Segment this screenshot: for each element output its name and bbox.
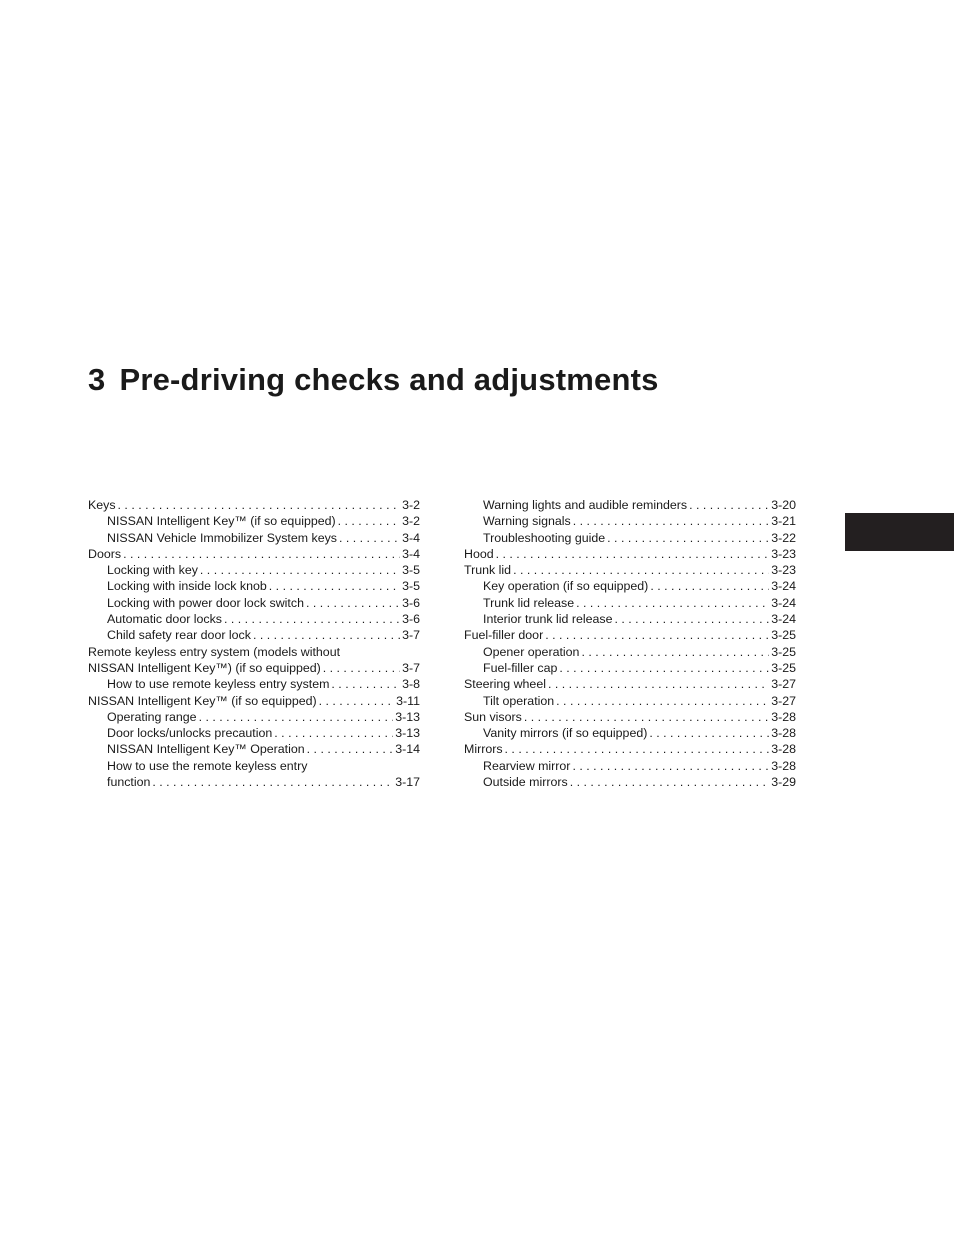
toc-entry-label: NISSAN Vehicle Immobilizer System keys <box>107 530 337 545</box>
toc-entry-page: 3-2 <box>402 514 420 529</box>
toc-entry[interactable] <box>88 578 420 594</box>
toc-entry[interactable] <box>464 513 796 529</box>
toc-entry-page: 3-5 <box>402 563 420 578</box>
toc-entry-label: Interior trunk lid release <box>483 612 613 627</box>
dot-leader <box>338 513 400 529</box>
toc-entry[interactable] <box>88 644 420 660</box>
dot-leader <box>152 774 393 790</box>
toc-entry-label: Locking with key <box>107 563 198 578</box>
toc-entry-page: 3-29 <box>771 775 796 790</box>
toc-entry-label-cont: NISSAN Intelligent Key™) (if so equipped) <box>88 660 321 675</box>
toc-entry-page: 3-4 <box>402 530 420 545</box>
toc-entry-label: Outside mirrors <box>483 775 568 790</box>
toc-entry-label: Remote keyless entry system (models without <box>88 644 341 659</box>
toc-entry[interactable] <box>88 497 420 513</box>
toc-entry-page: 3-17 <box>395 775 420 790</box>
toc-entry[interactable] <box>464 676 796 692</box>
toc-entry[interactable] <box>464 660 796 676</box>
toc-entry-page: 3-6 <box>402 595 420 610</box>
toc-entry-label: Hood <box>464 546 494 561</box>
dot-leader <box>581 644 769 660</box>
toc-entry[interactable] <box>464 546 796 562</box>
toc-entry-label: Troubleshooting guide <box>483 530 606 545</box>
toc-entry-page: 3-13 <box>395 709 420 724</box>
dot-leader <box>331 676 400 692</box>
dot-leader <box>200 562 400 578</box>
toc-entry-label: Operating range <box>107 709 197 724</box>
toc-entry[interactable] <box>88 758 420 774</box>
toc-entry-page: 3-27 <box>771 693 796 708</box>
toc-entry-page: 3-24 <box>771 579 796 594</box>
toc-entry-label: Vanity mirrors (if so equipped) <box>483 726 648 741</box>
toc-entry-label: Door locks/unlocks precaution <box>107 726 273 741</box>
dot-leader <box>649 725 769 741</box>
dot-leader <box>545 627 769 643</box>
toc-entry-label: Steering wheel <box>464 677 546 692</box>
toc-entry[interactable] <box>464 595 796 611</box>
dot-leader <box>505 741 770 757</box>
dot-leader <box>496 546 770 562</box>
dot-leader <box>572 758 769 774</box>
dot-leader <box>559 660 769 676</box>
toc-entry-label: Key operation (if so equipped) <box>483 579 649 594</box>
toc-entry-label: NISSAN Intelligent Key™ (if so equipped) <box>88 693 317 708</box>
toc-entry[interactable] <box>464 709 796 725</box>
toc-entry[interactable] <box>88 676 420 692</box>
toc-entry-label: Keys <box>88 498 116 512</box>
dot-leader <box>689 497 769 513</box>
dot-leader <box>556 693 769 709</box>
toc-entry-page: 3-22 <box>771 530 796 545</box>
dot-leader <box>548 676 769 692</box>
toc-left-column <box>88 497 420 790</box>
toc-entry-page: 3-24 <box>771 612 796 627</box>
toc-entry[interactable] <box>88 709 420 725</box>
chapter-thumb-tab <box>845 513 954 551</box>
toc-entry[interactable] <box>464 693 796 709</box>
toc-entry-page: 3-2 <box>402 498 420 512</box>
toc-entry-page: 3-8 <box>402 677 420 692</box>
toc-entry-page: 3-25 <box>771 644 796 659</box>
toc-entry[interactable] <box>464 741 796 757</box>
toc-entry-label: NISSAN Intelligent Key™ (if so equipped) <box>107 514 336 529</box>
toc-entry-page: 3-7 <box>402 628 420 643</box>
toc-entry-page: 3-28 <box>771 709 796 724</box>
dot-leader <box>118 497 401 513</box>
toc-entry[interactable] <box>464 758 796 774</box>
toc-entry-label: Automatic door locks <box>107 612 223 627</box>
dot-leader <box>524 709 769 725</box>
toc-entry-label: How to use the remote keyless entry <box>107 758 308 773</box>
toc-entry-page: 3-25 <box>771 660 796 675</box>
toc-entry-page: 3-4 <box>402 546 420 561</box>
toc-entry-page: 3-11 <box>396 693 420 708</box>
toc-entry-page: 3-5 <box>402 579 420 594</box>
dot-leader <box>274 725 393 741</box>
toc-entry[interactable] <box>464 725 796 741</box>
dot-leader <box>224 611 400 627</box>
dot-leader <box>306 595 400 611</box>
toc-entry[interactable] <box>88 741 420 757</box>
toc-entry-page: 3-24 <box>771 595 796 610</box>
toc-entry[interactable] <box>464 774 796 790</box>
toc-entry[interactable] <box>464 627 796 643</box>
chapter-title <box>88 362 659 398</box>
toc-entry-page: 3-14 <box>395 742 420 757</box>
toc-entry[interactable] <box>88 513 420 529</box>
toc-entry-label: How to use remote keyless entry system <box>107 677 330 692</box>
toc-entry[interactable] <box>88 530 420 546</box>
toc-entry[interactable] <box>88 546 420 562</box>
dot-leader <box>323 660 400 676</box>
toc-entry-label: Fuel-filler cap <box>483 660 558 675</box>
toc-entry-continuation[interactable] <box>88 774 420 790</box>
toc-entry-label: Child safety rear door lock <box>107 628 251 643</box>
dot-leader <box>570 774 770 790</box>
toc-entry-label-cont: function <box>107 775 151 790</box>
dot-leader <box>253 627 400 643</box>
toc-entry-page: 3-25 <box>771 628 796 643</box>
toc-entry-page: 3-13 <box>395 726 420 741</box>
toc-entry-label: Doors <box>88 546 122 561</box>
chapter-number: 3 <box>88 362 106 397</box>
chapter-title-text: Pre-driving checks and adjustments <box>119 362 659 397</box>
toc-entry[interactable] <box>464 530 796 546</box>
toc-entry-label: Trunk lid release <box>483 595 575 610</box>
dot-leader <box>576 595 769 611</box>
toc-right-column <box>464 497 796 790</box>
toc-entry-page: 3-21 <box>771 514 796 529</box>
dot-leader <box>269 578 400 594</box>
dot-leader <box>123 546 400 562</box>
toc-entry[interactable] <box>464 644 796 660</box>
toc-entry[interactable] <box>464 578 796 594</box>
toc-entry[interactable] <box>464 497 796 513</box>
toc-entry-continuation[interactable] <box>88 660 420 676</box>
dot-leader <box>199 709 394 725</box>
toc-entry-label: Sun visors <box>464 709 522 724</box>
dot-leader <box>339 530 400 546</box>
dot-leader <box>319 693 394 709</box>
toc-entry-label: Tilt operation <box>483 693 555 708</box>
toc-entry-label: Mirrors <box>464 742 503 757</box>
toc-entry-label: Fuel-filler door <box>464 628 544 643</box>
dot-leader <box>614 611 769 627</box>
toc-entry[interactable] <box>88 562 420 578</box>
toc-entry-page: 3-7 <box>402 660 420 675</box>
dot-leader <box>307 741 394 757</box>
toc-entry[interactable] <box>464 562 796 578</box>
toc-entry-label: Trunk lid <box>464 563 512 578</box>
toc-entry-label: Warning lights and audible reminders <box>483 498 688 512</box>
toc-entry-page: 3-6 <box>402 612 420 627</box>
toc-entry-page: 3-23 <box>771 563 796 578</box>
toc-entry-page: 3-20 <box>771 498 796 512</box>
toc-entry-label: Rearview mirror <box>483 758 571 773</box>
toc-entry-label: Warning signals <box>483 514 571 529</box>
toc-entry-page: 3-28 <box>771 726 796 741</box>
toc-entry[interactable] <box>88 595 420 611</box>
toc-entry[interactable] <box>88 693 420 709</box>
toc-entry-label: Opener operation <box>483 644 580 659</box>
dot-leader <box>513 562 769 578</box>
toc-entry[interactable] <box>464 611 796 627</box>
dot-leader <box>650 578 769 594</box>
toc-entry-label: Locking with inside lock knob <box>107 579 267 594</box>
toc-entry-page: 3-27 <box>771 677 796 692</box>
toc-entry-label: NISSAN Intelligent Key™ Operation <box>107 742 305 757</box>
toc-entry[interactable] <box>88 725 420 741</box>
toc-entry-page: 3-28 <box>771 742 796 757</box>
toc-entry-label: Locking with power door lock switch <box>107 595 304 610</box>
toc-entry[interactable] <box>88 611 420 627</box>
dot-leader <box>573 513 769 529</box>
dot-leader <box>607 530 769 546</box>
toc-entry[interactable] <box>88 627 420 643</box>
toc-entry-page: 3-23 <box>771 546 796 561</box>
toc-entry-page: 3-28 <box>771 758 796 773</box>
